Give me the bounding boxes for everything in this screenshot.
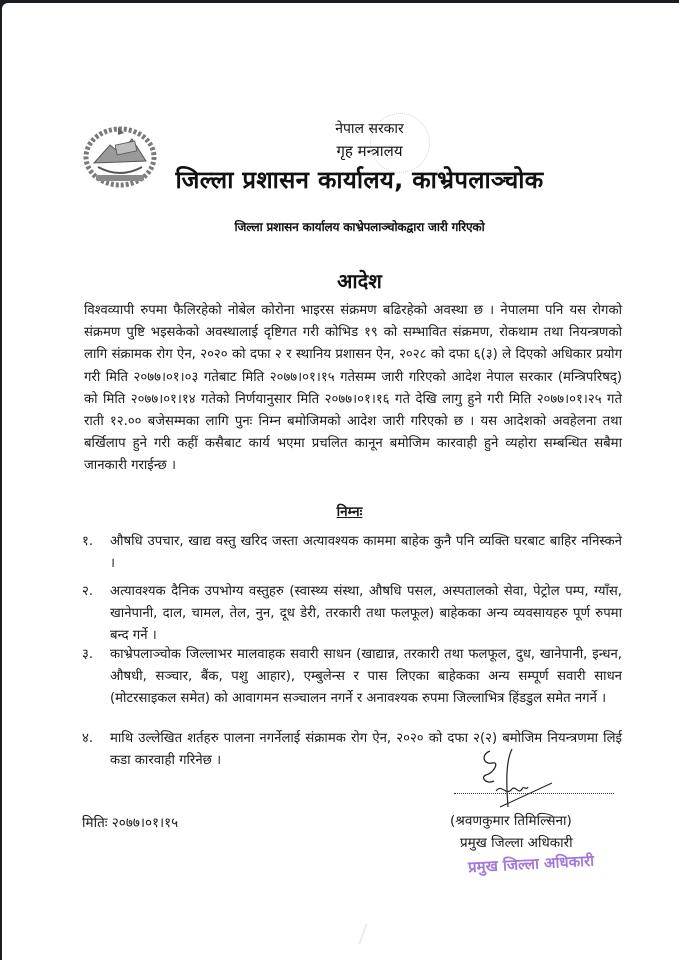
order-body: विश्वव्यापी रुपमा फैलिरहेको नोबेल कोरोना भाइरस संक्रमण बढिरहेको अवस्था छ । नेपालमा पनि यस रोगको संक्रमण पुष्टि भइसकेको अवस्थालाई दृष्टिगत गरी कोभिड १९ को सम्भावित संक्रमण, रोकथाम तथा नियन्त्रणको लागि संक्रामक रोग ऐन, २०२० को दफा २ र स्थानिय प्रशासन ऐन, २०२८ को दफा ६(३) ले दिएको अधिकार प्रयोग गरी मिति २०७७।०१।०३ गतेबाट मिति २०७७।०१।१५ गतेसम्म जारी गरिएको आदेश नेपाल सरकार (मन्त्रिपरिषद्) को मिति २०७७।०१।१४ गतेको निर्णयानुसार मिति २०७७।०१।१६ गते देखि लागु हुने गरी मिति २०७७।०१।२५ गते राती १२.०० बजेसम्मका लागि पुनः निम्न बमोजिमको आदेश जारी गरिएको छ । यस आदेशको अवहेलना तथा बर्खिलाप हुने गरी कहीं कसैबाट कार्य भएमा प्रचलित कानून बमोजिम कारवाही हुने व्यहोरा सम्बन्धित सबैमा जानकारी गराईन्छ । [84,303,622,474]
document-date: मितिः २०७७।०१।१५ [82,815,179,831]
issued-by: जिल्ला प्रशासन कार्यालय काभ्रेपलाञ्चोकद्वारा जारी गरिएको [234,220,485,234]
list-item-text: औषधि उपचार, खाद्य वस्तु खरिद जस्ता अत्यावश्यक काममा बाहेक कुनै पनि व्यक्ति घरबाट बाहिर ननिस्कने । [110,534,622,571]
list-item [82,531,622,575]
ministry-name: गृह मन्त्रालय [336,142,403,160]
list-item [82,644,622,710]
list-item-number: ४. [82,731,94,746]
list-item-text: अत्यावश्यक दैनिक उपभोग्य वस्तुहरु (स्वास्थ्य संस्था, औषधि पसल, अस्पतालको सेवा, पेट्रोल पम्प, ग्याँस, खानेपानी, दाल, चामल, तेल, नुन, दूध डेरी, तरकारी तथा फलफूल) बाहेकका अन्य व्यवसायहरु पूर्ण रुपमा बन्द गर्ने । [110,584,622,643]
document-title: आदेश [337,269,382,293]
signatory-title: प्रमुख जिल्ला अधिकारी [460,835,573,851]
official-stamp: प्रमुख जिल्ला अधिकारी [467,851,595,877]
office-name: जिल्ला प्रशासन कार्यालय, काभ्रेपलाञ्चोक [175,166,544,194]
list-item-number: ३. [82,647,94,662]
list-item-text: माथि उल्लेखित शर्तहरु पालना नगर्नेलाई संक्रामक रोग ऐन, २०२० को दफा २(२) बमोजिम नियन्त्रणमा लिई कडा कारवाही गरिनेछ । [110,731,622,768]
list-item-text: काभ्रेपलाञ्चोक जिल्लाभर मालवाहक सवारी साधन (खाद्यान्न, तरकारी तथा फलफूल, दुध, खानेपानी, इन्धन, औषधी, सञ्चार, बैंक, पशु आहार), एम्बुलेन्स र पास लिएका बाहेकका अन्य सम्पूर्ण सवारी साधन (मोटरसाइकल समेत) को आवागमन सञ्चालन नगर्ने र अनावश्यक रुपमा जिल्लाभित्र हिंडडुल समेत नगर्ने । [110,647,622,706]
scan-mark [358,923,367,944]
signatory-name: (श्रवणकुमार तिमिल्सिना) [450,813,572,829]
government-name: नेपाल सरकार [335,121,404,137]
signature-icon [472,741,572,811]
document-page [2,3,679,960]
list-item-number: २. [82,584,94,599]
list-item [82,581,622,647]
list-item-number: १. [82,534,94,549]
signature-line [454,793,614,794]
list-heading: निम्नः [336,504,363,520]
